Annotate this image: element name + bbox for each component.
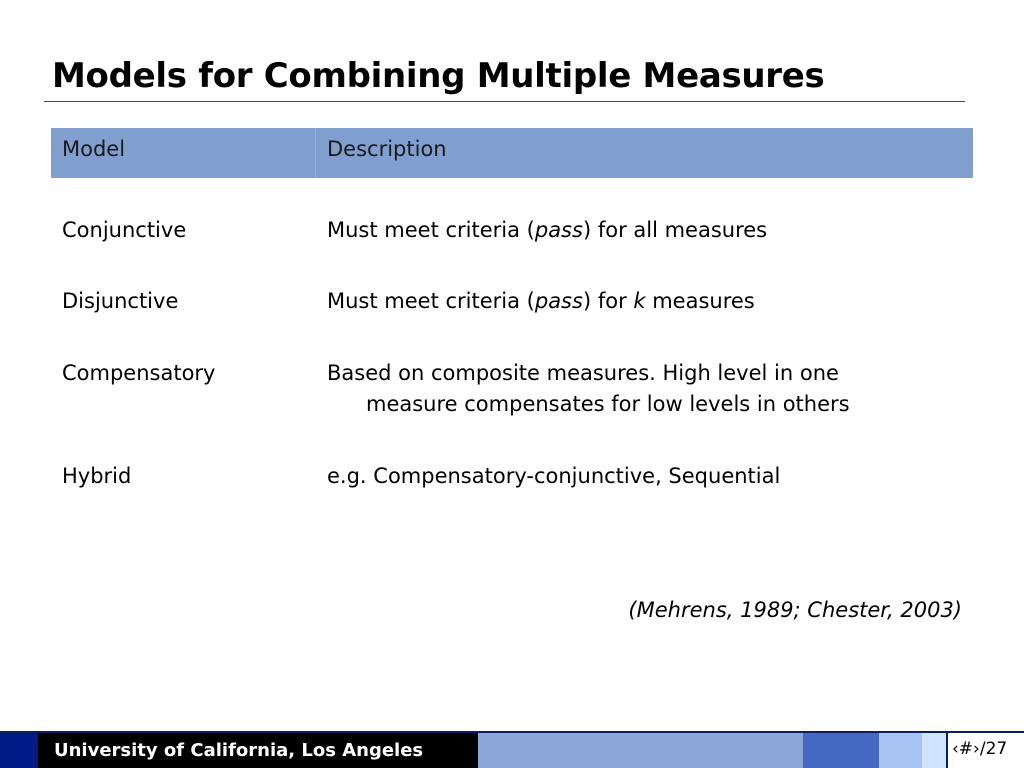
desc-emphasis: pass bbox=[534, 218, 583, 242]
desc-emphasis-k: k bbox=[633, 289, 646, 313]
table-header-row bbox=[51, 128, 973, 178]
desc-line-2: measure compensates for low levels in others bbox=[366, 392, 850, 416]
header-model: Model bbox=[62, 137, 126, 161]
model-cell: Compensatory bbox=[62, 361, 216, 385]
footer-bar bbox=[0, 733, 1024, 768]
footer-block-pale-blue bbox=[922, 733, 946, 768]
footer-block-mid-blue bbox=[478, 733, 803, 768]
slide-title: Models for Combining Multiple Measures bbox=[52, 56, 825, 96]
model-cell: Hybrid bbox=[62, 464, 132, 488]
desc-text: ) for all measures bbox=[582, 218, 768, 242]
model-cell: Disjunctive bbox=[62, 289, 179, 313]
header-description: Description bbox=[327, 137, 447, 161]
header-divider bbox=[315, 128, 316, 178]
description-cell bbox=[327, 215, 967, 246]
desc-line-1: Based on composite measures. High level in one bbox=[327, 361, 839, 385]
institution-name: University of California, Los Angeles bbox=[54, 740, 424, 761]
footer-block-navy bbox=[0, 733, 38, 768]
desc-text: Must meet criteria ( bbox=[327, 289, 535, 313]
model-cell: Conjunctive bbox=[62, 218, 187, 242]
description-cell bbox=[327, 286, 967, 317]
title-underline bbox=[44, 101, 965, 102]
page-number: ‹#›/27 bbox=[952, 739, 1008, 759]
desc-emphasis: pass bbox=[534, 289, 583, 313]
citation: (Mehrens, 1989; Chester, 2003) bbox=[628, 598, 962, 622]
description-cell: e.g. Compensatory-conjunctive, Sequential bbox=[327, 464, 781, 488]
desc-text: measures bbox=[645, 289, 755, 313]
description-cell bbox=[327, 358, 967, 420]
footer-block-strong-blue bbox=[803, 733, 879, 768]
desc-text: Must meet criteria ( bbox=[327, 218, 535, 242]
desc-text: ) for bbox=[582, 289, 634, 313]
footer-block-light-blue bbox=[879, 733, 922, 768]
